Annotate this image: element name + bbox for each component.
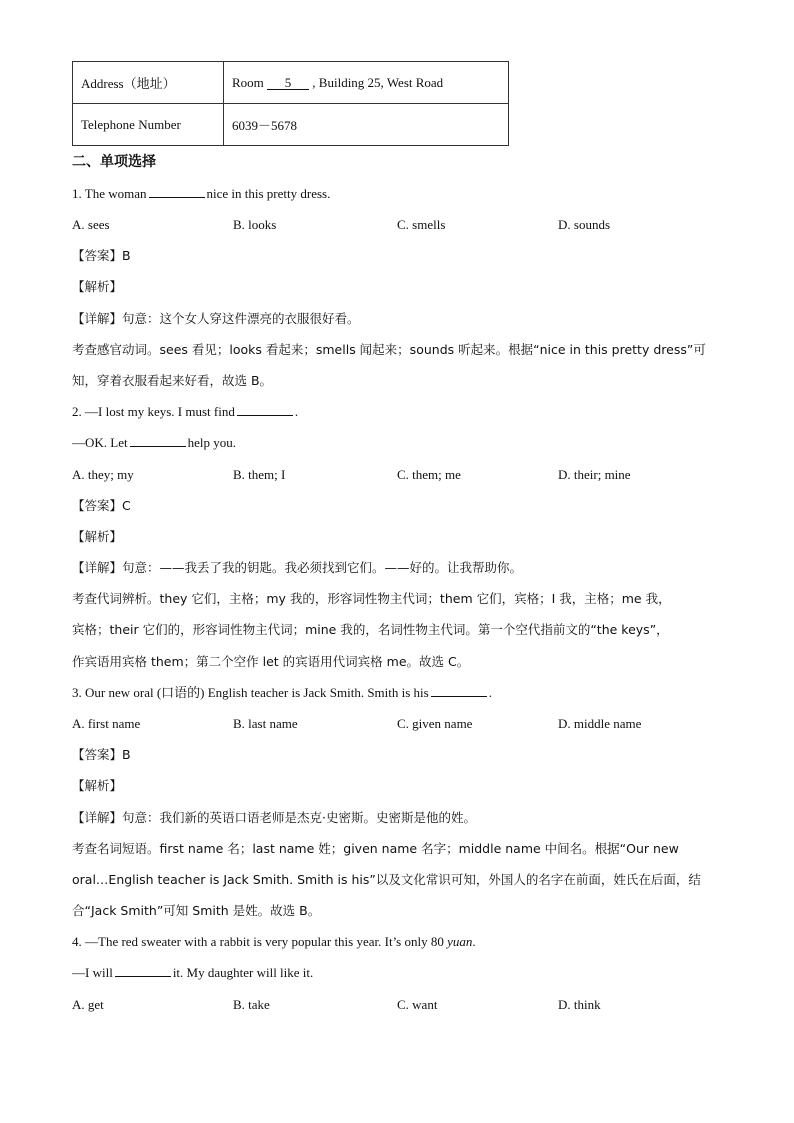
q2-option-b: B. them; I	[233, 467, 286, 482]
question-4-line-2: —I will it. My daughter will like it.	[72, 965, 314, 980]
q2-explanation-2: 宾格；their 它们的，形容词性物主代词；mine 我的，名词性物主代词。第一个空代指前文的“the keys”，	[72, 622, 669, 637]
q1-analysis: 【解析】	[72, 279, 123, 294]
question-1-stem: 1. The woman nice in this pretty dress.	[72, 186, 331, 201]
q1-explanation-2: 知，穿着衣服看起来好看，故选 B。	[72, 373, 273, 388]
answer-blank	[130, 446, 186, 447]
address-value: Room 5 , Building 25, West Road	[224, 62, 509, 104]
q4-option-c: C. want	[397, 997, 438, 1012]
question-2-line-2: —OK. Let help you.	[72, 435, 236, 450]
q3-option-a: A. first name	[72, 716, 141, 731]
q2-explanation-1: 考查代词辨析。they 它们，主格；my 我的，形容词性物主代词；them 它们，宾格；I 我，主格；me 我，	[72, 591, 671, 606]
answer-blank	[149, 197, 205, 198]
q2-option-d: D. their; mine	[558, 467, 631, 482]
table-row	[73, 62, 509, 104]
q1-option-d: D. sounds	[558, 217, 611, 232]
q3-answer: 【答案】B	[72, 747, 131, 762]
q3-option-d: D. middle name	[558, 716, 642, 731]
q3-analysis: 【解析】	[72, 778, 123, 793]
q3-option-b: B. last name	[233, 716, 298, 731]
q3-explanation-1: 考查名词短语。first name 名；last name 姓；given name 名字；middle name 中间名。根据“Our new	[72, 841, 679, 856]
room-number: 5	[267, 76, 309, 90]
q1-option-c: C. smells	[397, 217, 446, 232]
q2-analysis: 【解析】	[72, 529, 123, 544]
q1-answer: 【答案】B	[72, 248, 131, 263]
q1-explanation-1: 考查感官动词。sees 看见；looks 看起来；smells 闻起来；sounds 听起来。根据“nice in this pretty dress”可	[72, 342, 706, 357]
q1-option-b: B. looks	[233, 217, 277, 232]
q3-explanation-2: oral…English teacher is Jack Smith. Smith is his”以及文化常识可知，外国人的名字在前面，姓氏在后面，结	[72, 872, 701, 887]
q2-option-a: A. they; my	[72, 467, 134, 482]
q4-option-d: D. think	[558, 997, 601, 1012]
question-4-line-1: 4. —The red sweater with a rabbit is very popular this year. It’s only 80 yuan.	[72, 934, 476, 949]
q4-option-b: B. take	[233, 997, 270, 1012]
answer-blank	[431, 696, 487, 697]
phone-label: Telephone Number	[73, 104, 224, 146]
phone-value: 6039－5678	[224, 104, 509, 146]
q1-option-a: A. sees	[72, 217, 110, 232]
question-2-line-1: 2. —I lost my keys. I must find .	[72, 404, 299, 419]
contact-table	[72, 61, 509, 146]
q3-option-c: C. given name	[397, 716, 473, 731]
q2-explanation-3: 作宾语用宾格 them；第二个空作 let 的宾语用代词宾格 me。故选 C。	[72, 654, 470, 669]
answer-blank	[237, 415, 293, 416]
q3-detail: 【详解】句意：我们新的英语口语老师是杰克·史密斯。史密斯是他的姓。	[72, 810, 476, 825]
address-label: Address（地址）	[73, 62, 224, 104]
answer-blank	[115, 976, 171, 977]
q2-detail: 【详解】句意：——我丢了我的钥匙。我必须找到它们。——好的。让我帮助你。	[72, 560, 523, 575]
q3-explanation-3: 合“Jack Smith”可知 Smith 是姓。故选 B。	[72, 903, 321, 918]
table-row	[73, 104, 509, 146]
q1-detail: 【详解】句意：这个女人穿这件漂亮的衣服很好看。	[72, 311, 360, 326]
q2-answer: 【答案】C	[72, 498, 131, 513]
question-3-stem: 3. Our new oral (口语的) English teacher is Jack Smith. Smith is his .	[72, 685, 492, 700]
section-title: 二、单项选择	[72, 154, 156, 170]
q4-option-a: A. get	[72, 997, 104, 1012]
q2-option-c: C. them; me	[397, 467, 461, 482]
